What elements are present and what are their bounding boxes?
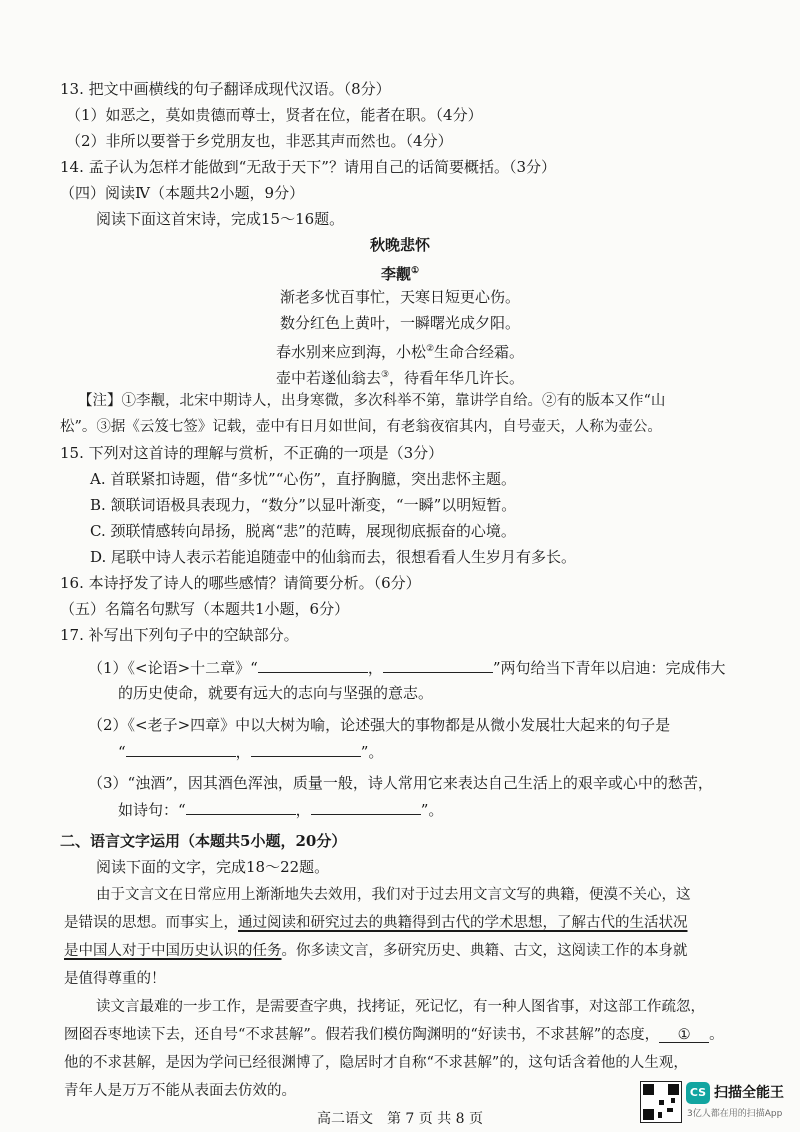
section-4-heading: （四）阅读Ⅳ（本题共2小题，9分）: [60, 184, 305, 202]
q17-item-1: （1）《<论语>十二章》“ ， ”两句给当下青年以启迪：完成伟大: [88, 656, 726, 679]
q17-item-3: （3）“浊酒”，因其酒色浑浊，质量一般，诗人常用它来表达自己生活上的艰辛或心中的愁苦，: [88, 774, 713, 792]
poem-title: 秋晚悲怀: [369, 236, 430, 254]
question-13: 13. 把文中画横线的句子翻译成现代汉语。（8分）: [60, 80, 391, 98]
passage-para-1-line-1: 由于文言文在日常应用上渐渐地失去效用，我们对于过去用文言文写的典籍，便漠不关心，这: [96, 887, 691, 903]
passage-para-2-line-2: 囫囵吞枣地读下去，还自号“不求甚解”。假若我们模仿陶渊明的“好读书，不求甚解”的态度， ① 。: [64, 1024, 724, 1046]
answer-blank[interactable]: [383, 656, 493, 673]
poem-line-4: 壶中若遂仙翁去③，待看年华几许长。: [275, 369, 525, 387]
passage-para-2-line-4: 青年人是万万不能从表面去仿效的。: [64, 1083, 296, 1099]
question-17: 17. 补写出下列句子中的空缺部分。: [60, 626, 299, 644]
poem-note-line-2: 松”。③据《云笈七签》记载，壶中有日月如世间，有老翁夜宿其内，自号壶天，人称为壶公。: [60, 419, 662, 435]
question-16: 16. 本诗抒发了诗人的哪些感情？请简要分析。（6分）: [60, 574, 421, 592]
poem-author: 李觏①: [380, 265, 420, 283]
part-2-heading: 二、语言文字运用（本题共5小题，20分）: [60, 832, 347, 850]
scanner-brand: 扫描全能王: [714, 1085, 784, 1101]
q17-item-3-blanks: 如诗句：“ ， ”。: [118, 798, 443, 821]
passage-para-2-line-3: 他的不求甚解，是因为学问已经很渊博了，隐居时才自称“不求甚解”的，这句话含着他的人生观，: [64, 1055, 688, 1071]
passage-para-1-line-4: 是值得尊重的！: [64, 971, 166, 987]
poem-line-2: 数分红色上黄叶，一瞬曙光成夕阳。: [279, 314, 520, 332]
reading-instruction: 阅读下面这首宋诗，完成15～16题。: [96, 210, 345, 228]
part-2-instruction: 阅读下面的文字，完成18～22题。: [96, 858, 330, 876]
question-14: 14. 孟子认为怎样才能做到“无敌于天下”？请用自己的话简要概括。（3分）: [60, 158, 557, 176]
scanner-slogan: 3亿人都在用的扫描App: [687, 1109, 783, 1119]
poem-line-3: 春水别来应到海，小松②生命合经霜。: [275, 343, 525, 361]
q15-option-d: D. 尾联中诗人表示若能追随壶中的仙翁而去，很想看看人生岁月有多长。: [90, 548, 577, 566]
answer-blank[interactable]: [126, 740, 236, 757]
question-15: 15. 下列对这首诗的理解与赏析，不正确的一项是（3分）: [60, 444, 444, 462]
answer-blank[interactable]: [251, 740, 361, 757]
q13-item-1: （1）如恶之，莫如贵德而尊士，贤者在位，能者在职。（4分）: [66, 106, 483, 124]
answer-blank[interactable]: [258, 656, 368, 673]
q15-option-c: C. 颈联情感转向昂扬，脱离“悲”的范畴，展现彻底振奋的心境。: [90, 522, 516, 540]
passage-para-1-line-3: 是中国人对于中国历史认识的任务。你多读文言，多研究历史、典籍、古文，这阅读工作的本身就: [64, 943, 688, 959]
camscanner-logo-icon: CS: [686, 1082, 710, 1104]
passage-para-2-line-1: 读文言最难的一步工作，是需要查字典，找拷证，死记忆，有一种人图省事，对这部工作疏忽，: [96, 999, 705, 1015]
section-5-heading: （五）名篇名句默写（本题共1小题，6分）: [60, 600, 350, 618]
passage-para-1-line-2: 是错误的思想。而事实上，通过阅读和研究过去的典籍得到古代的学术思想，了解古代的生活状况: [64, 915, 688, 931]
q17-item-2: （2）《<老子>四章》中以大树为喻，论述强大的事物都是从微小发展壮大起来的句子是: [88, 716, 671, 734]
underlined-sentence: 通过阅读和研究过去的典籍得到古代的学术思想，了解古代的生活状况: [238, 915, 688, 931]
page-footer: 高二语文 第 7 页 共 8 页: [316, 1111, 484, 1127]
q17-item-1-cont: 的历史使命，就要有远大的志向与坚强的意志。: [118, 684, 434, 702]
q15-option-a: A. 首联紧扣诗题，借“多忧”“心伤”，直抒胸臆，突出悲怀主题。: [90, 470, 517, 488]
answer-blank-1[interactable]: ①: [659, 1024, 709, 1043]
answer-blank[interactable]: [311, 798, 421, 815]
qr-code-icon: [640, 1081, 682, 1123]
underlined-sentence: 是中国人对于中国历史认识的任务: [64, 943, 282, 959]
poem-line-1: 渐老多忧百事忙，天寒日短更心伤。: [279, 288, 520, 306]
q17-item-2-blanks: “ ， ”。: [118, 740, 383, 763]
poem-note-line-1: 【注】①李觏，北宋中期诗人，出身寒微，多次科举不第，靠讲学自给。②有的版本又作“山: [78, 393, 666, 409]
answer-blank[interactable]: [186, 798, 296, 815]
q15-option-b: B. 颔联词语极具表现力，“数分”以显叶渐变，“一瞬”以明短暂。: [90, 496, 517, 514]
q13-item-2: （2）非所以要誉于乡党朋友也，非恶其声而然也。（4分）: [66, 132, 453, 150]
